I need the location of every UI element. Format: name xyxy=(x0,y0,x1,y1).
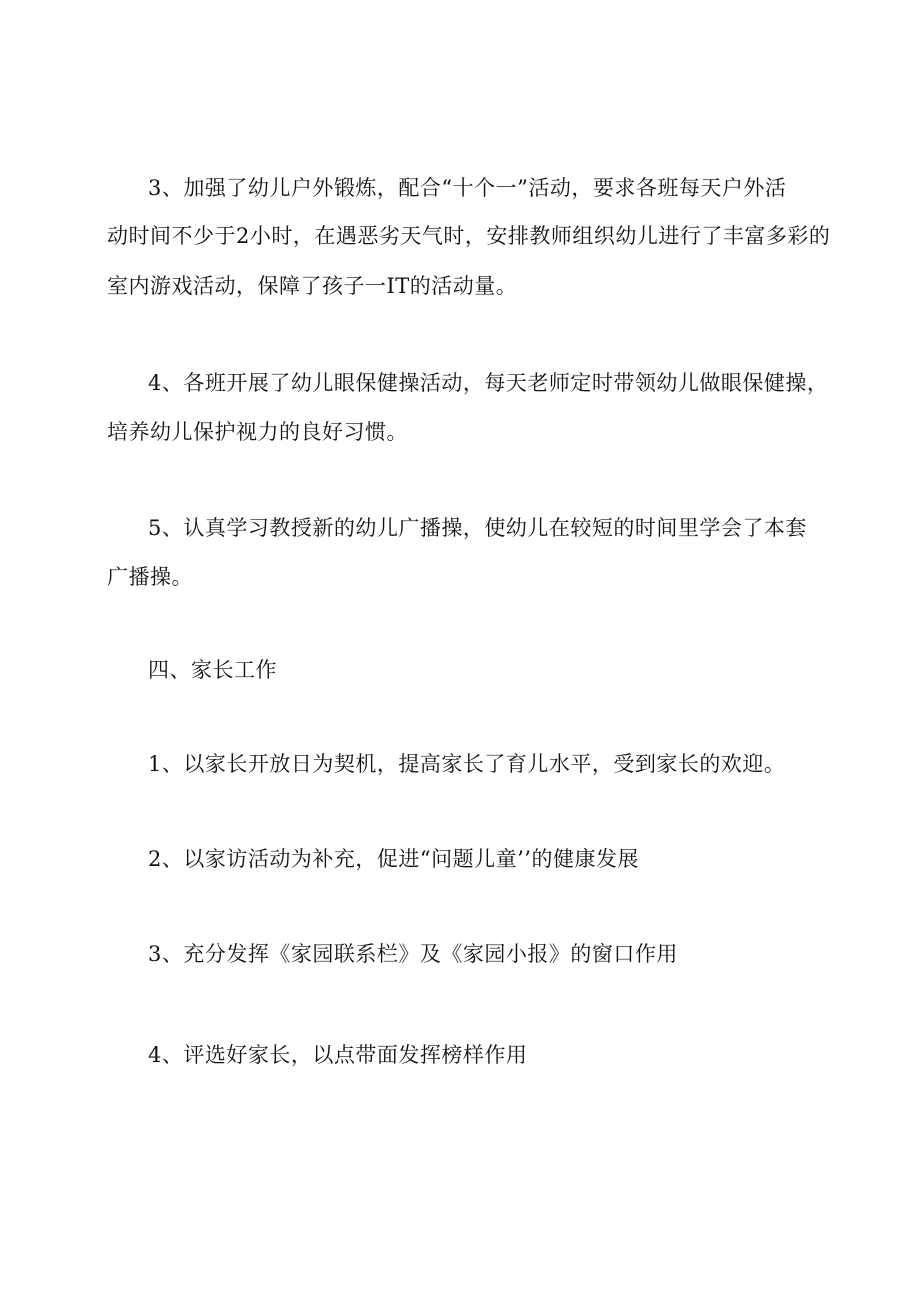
section-heading: 四、家长工作 xyxy=(148,658,277,682)
paragraph-4-line-2: 培养幼儿保护视力的良好习惯。 xyxy=(107,420,408,444)
list-item-3: 3、充分发挥《家园联系栏》及《家园小报》的窗口作用 xyxy=(148,942,678,966)
paragraph-4-line-1: 4、各班开展了幼儿眼保健操活动，每天老师定时带领幼儿做眼保健操， xyxy=(148,371,829,395)
paragraph-3-line-1: 3、加强了幼儿户外锻炼，配合“十个一”活动，要求各班每天户外活 xyxy=(148,176,787,200)
paragraph-3-line-3: 室内游戏活动，保障了孩子一IT的活动量。 xyxy=(107,274,518,298)
list-item-1: 1、以家长开放日为契机，提高家长了育儿水平，受到家长的欢迎。 xyxy=(148,752,786,776)
list-item-4: 4、评选好家长，以点带面发挥榜样作用 xyxy=(148,1043,528,1067)
paragraph-5-line-1: 5、认真学习教授新的幼儿广播操，使幼儿在较短的时间里学会了本套 xyxy=(148,516,807,540)
paragraph-3-line-2: 动时间不少于2小时，在遇恶劣天气时，安排教师组织幼儿进行了丰富多彩的 xyxy=(107,224,831,248)
list-item-2: 2、以家访活动为补充，促进“问题儿童’’的健康发展 xyxy=(148,847,639,871)
paragraph-5-line-2: 广播操。 xyxy=(107,565,193,589)
